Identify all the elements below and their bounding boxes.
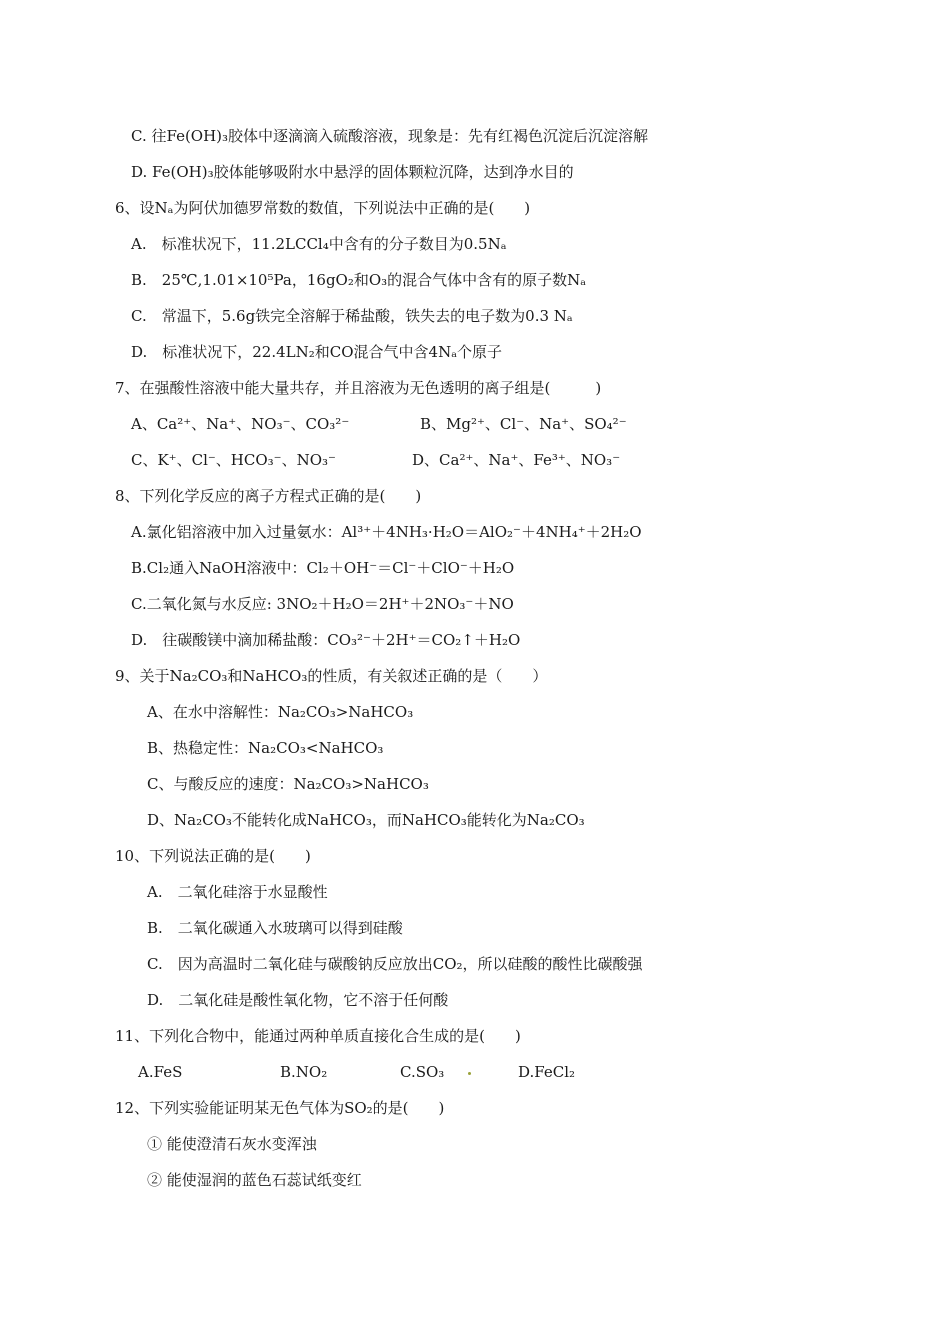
- q10-option-c: C. 因为高温时二氧化硅与碳酸钠反应放出CO₂，所以硅酸的酸性比碳酸强: [147, 955, 643, 973]
- question-8: 8、下列化学反应的离子方程式正确的是( ): [115, 487, 422, 505]
- q9-option-a: A、在水中溶解性：Na₂CO₃>NaHCO₃: [147, 703, 414, 721]
- question-7: 7、在强酸性溶液中能大量共存，并且溶液为无色透明的离子组是( ): [115, 379, 602, 397]
- q7-option-a: A、Ca²⁺、Na⁺、NO₃⁻、CO₃²⁻: [131, 415, 350, 433]
- q8-option-c: C.二氧化氮与水反应: 3NO₂＋H₂O＝2H⁺＋2NO₃⁻＋NO: [131, 595, 514, 613]
- q6-option-b: B. 25℃,1.01×10⁵Pa，16gO₂和O₃的混合气体中含有的原子数Nₐ: [131, 271, 587, 289]
- question-12: 12、下列实验能证明某无色气体为SO₂的是( ): [115, 1099, 445, 1117]
- q10-option-b: B. 二氧化碳通入水玻璃可以得到硅酸: [147, 919, 403, 937]
- q7-option-c: C、K⁺、Cl⁻、HCO₃⁻、NO₃⁻: [131, 451, 336, 469]
- q7-option-d: D、Ca²⁺、Na⁺、Fe³⁺、NO₃⁻: [412, 451, 621, 469]
- q6-option-d: D. 标准状况下，22.4LN₂和CO混合气中含4Nₐ个原子: [131, 343, 502, 361]
- q11-option-c: C.SO₃: [400, 1063, 445, 1081]
- q6-option-c: C. 常温下，5.6g铁完全溶解于稀盐酸，铁失去的电子数为0.3 Nₐ: [131, 307, 573, 325]
- q11-option-d: D.FeCl₂: [518, 1063, 576, 1081]
- q7-option-b: B、Mg²⁺、Cl⁻、Na⁺、SO₄²⁻: [420, 415, 627, 433]
- q12-item-1: ① 能使澄清石灰水变浑浊: [147, 1135, 317, 1153]
- q11-option-b: B.NO₂: [280, 1063, 328, 1081]
- question-6: 6、设Nₐ为阿伏加德罗常数的数值，下列说法中正确的是( ): [115, 199, 531, 217]
- q12-item-2: ② 能使湿润的蓝色石蕊试纸变红: [147, 1171, 362, 1189]
- q9-option-b: B、热稳定性：Na₂CO₃<NaHCO₃: [147, 739, 384, 757]
- q6-option-a: A. 标准状况下，11.2LCCl₄中含有的分子数目为0.5Nₐ: [131, 235, 507, 253]
- q8-option-a: A.氯化铝溶液中加入过量氨水：Al³⁺＋4NH₃·H₂O＝AlO₂⁻＋4NH₄⁺＋2H₂O: [131, 523, 642, 541]
- q5-option-d: D. Fe(OH)₃胶体能够吸附水中悬浮的固体颗粒沉降，达到净水目的: [131, 163, 574, 181]
- q10-option-a: A. 二氧化硅溶于水显酸性: [147, 883, 328, 901]
- question-9: 9、关于Na₂CO₃和NaHCO₃的性质，有关叙述正确的是（ ）: [115, 667, 548, 685]
- q8-option-b: B.Cl₂通入NaOH溶液中：Cl₂＋OH⁻＝Cl⁻＋ClO⁻＋H₂O: [131, 559, 515, 577]
- q8-option-d: D. 往碳酸镁中滴加稀盐酸：CO₃²⁻＋2H⁺＝CO₂↑＋H₂O: [131, 631, 521, 649]
- stray-dot: [468, 1072, 471, 1075]
- q9-option-d: D、Na₂CO₃不能转化成NaHCO₃，而NaHCO₃能转化为Na₂CO₃: [147, 811, 585, 829]
- q10-option-d: D. 二氧化硅是酸性氧化物，它不溶于任何酸: [147, 991, 449, 1009]
- question-11: 11、下列化合物中，能通过两种单质直接化合生成的是( ): [115, 1027, 521, 1045]
- q11-option-a: A.FeS: [138, 1063, 183, 1081]
- q5-option-c: C. 往Fe(OH)₃胶体中逐滴滴入硫酸溶液，现象是：先有红褐色沉淀后沉淀溶解: [131, 127, 649, 145]
- question-10: 10、下列说法正确的是( ): [115, 847, 311, 865]
- q9-option-c: C、与酸反应的速度：Na₂CO₃>NaHCO₃: [147, 775, 429, 793]
